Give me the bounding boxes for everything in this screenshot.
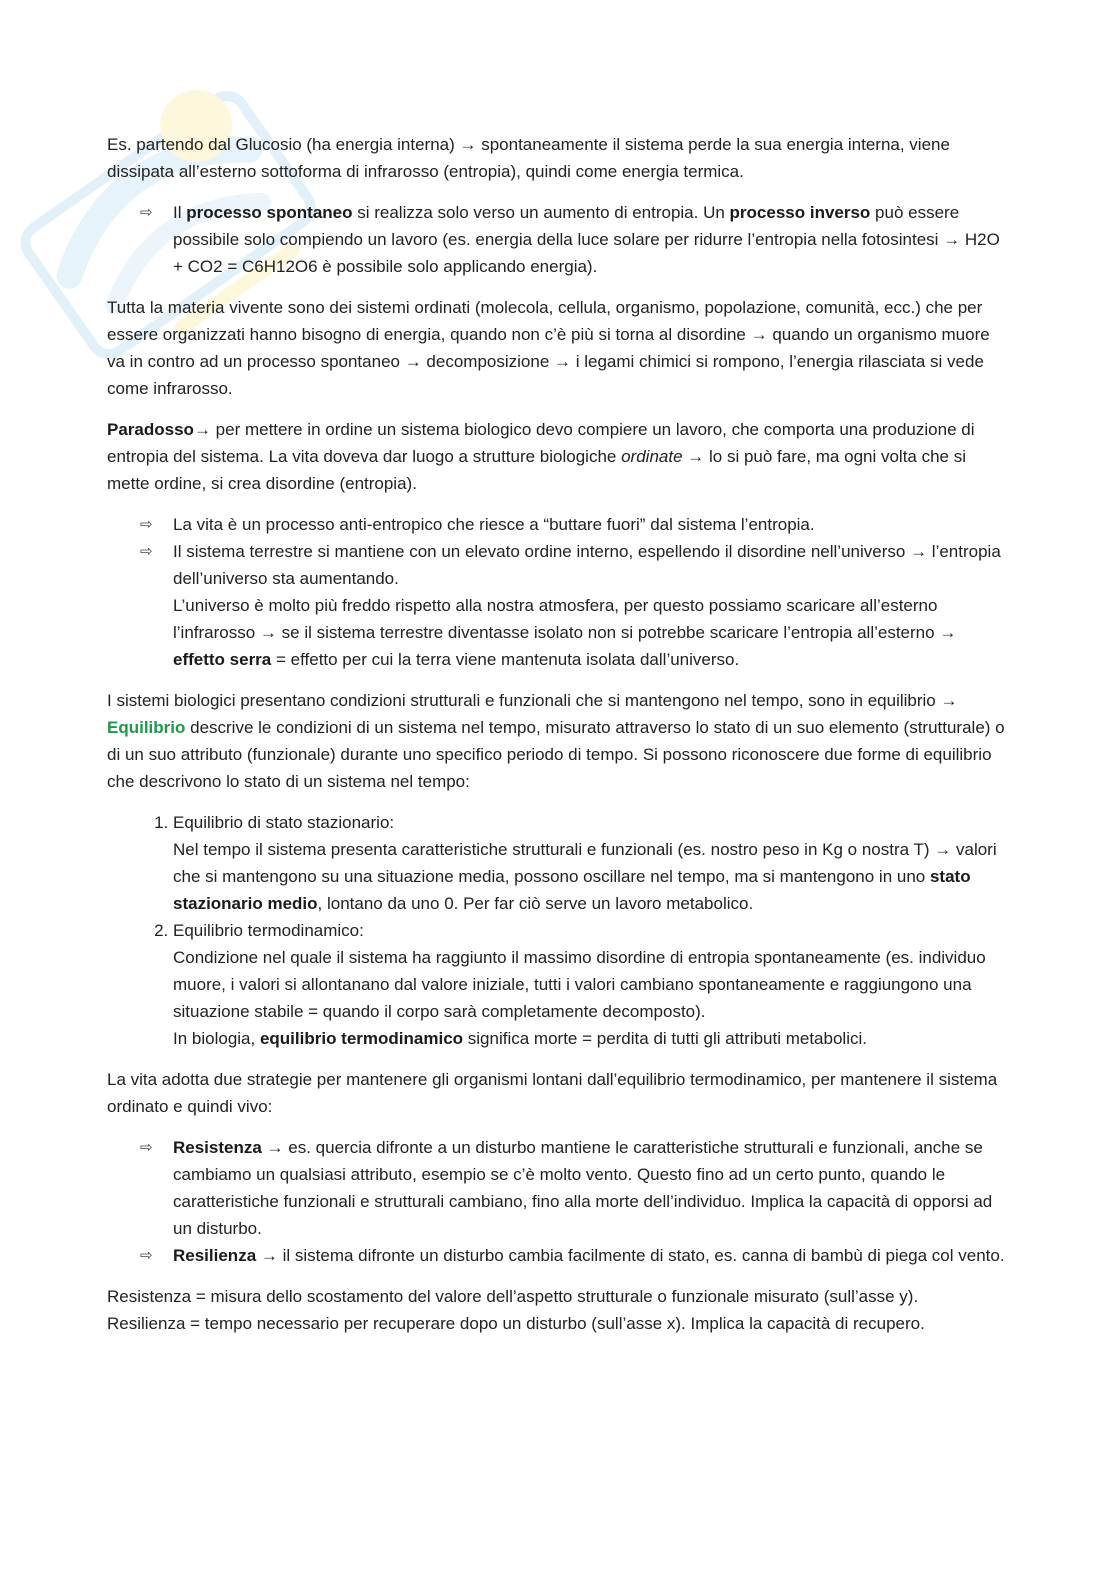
paragraph-strategie: La vita adotta due strategie per mantenere gli organismi lontani dall’equilibrio termodinamico, per mantenere il sistema ordinato e quindi vivo: — [107, 1070, 998, 1116]
paragraph-materia-vivente: Tutta la materia vivente sono dei sistemi ordinati (molecola, cellula, organismo, popolazione, comunità, ecc.) che per essere organizzati hanno bisogno di energia, quando non c’è più si torna al disordine → quando un organismo muore va in contro ad un processo spontaneo → decomposizione → i legami chimici si rompono, l’energia rilasciata si vede come infrarosso. — [107, 298, 990, 398]
arrow-list-strategie — [107, 1134, 1012, 1269]
list-item: ⇨ Resistenza → es. quercia difronte a un disturbo mantiene le caratteristiche strutturali e funzionali, anche se cambiamo un qualsiasi attributo, esempio se c’è molto vento. Questo fino ad un certo punto, quando le caratteristiche funzionali e strutturali cambiano, fino alla morte dell’individuo. Implica la capacità di opporsi ad un disturbo. — [173, 1134, 1012, 1242]
list-item: ⇨ La vita è un processo anti-entropico che riesce a “buttare fuori” dal sistema l’entropia. — [173, 511, 1012, 538]
paragraph-paradosso: Paradosso→ per mettere in ordine un sistema biologico devo compiere un lavoro, che comporta una produzione di entropia del sistema. La vita doveva dar luogo a strutture biologiche ordinate → lo si può fare, ma ogni volta che si mette ordine, si crea disordine (entropia). — [107, 420, 975, 493]
equilibrio-term: Equilibrio — [107, 718, 186, 737]
arrow-list-processo — [107, 199, 1012, 280]
list-item: ⇨ Il sistema terrestre si mantiene con un elevato ordine interno, espellendo il disordine nell’universo → l’entropia dell’universo sta aumentando. L’universo è molto più freddo rispetto alla nostra atmosfera, per questo possiamo scaricare all’esterno l’infrarosso → se il sistema terrestre diventasse isolato non si potrebbe scaricare l’entropia all’esterno → effetto serra = effetto per cui la terra viene mantenuta isolata dall’universo. — [173, 538, 1012, 673]
list-item: 1. Equilibrio di stato stazionario: Nel tempo il sistema presenta caratteristiche strutturali e funzionali (es. nostro peso in Kg o nostra T) → valori che si mantengono su una situazione media, possono oscillare nel tempo, ma si mantengono in uno stato stazionario medio, lontano da uno 0. Per far ciò serve un lavoro metabolico. — [173, 809, 1012, 917]
paragraph-resistenza-def: Resistenza = misura dello scostamento del valore dell’aspetto strutturale o funzionale misurato (sull’asse y). — [107, 1287, 919, 1306]
list-item: ⇨ Resilienza → il sistema difronte un disturbo cambia facilmente di stato, es. canna di bambù di piega col vento. — [173, 1242, 1012, 1269]
list-item: 2. Equilibrio termodinamico: Condizione nel quale il sistema ha raggiunto il massimo disordine di entropia spontaneamente (es. individuo muore, i valori si allontanano dal valore iniziale, tutti i valori cambiano spontaneamente e raggiungono una situazione stabile = quando il corpo sarà completamente decomposto). In biologia, equilibrio termodinamico significa morte = perdita di tutti gli attributi metabolici. — [173, 917, 1012, 1052]
numbered-list-equilibrio — [107, 809, 1012, 1052]
list-item: ⇨ Il processo spontaneo si realizza solo verso un aumento di entropia. Un processo inverso può essere possibile solo compiendo un lavoro (es. energia della luce solare per ridurre l’entropia nella fotosintesi → H2O + CO2 = C6H12O6 è possibile solo applicando energia). — [173, 199, 1012, 280]
document-body — [107, 131, 1012, 1351]
arrow-list-vita — [107, 511, 1012, 673]
paragraph-equilibrio: I sistemi biologici presentano condizioni strutturali e funzionali che si mantengono nel tempo, sono in equilibrio → Equilibrio descrive le condizioni di un sistema nel tempo, misurato attraverso lo stato di un suo elemento (strutturale) o di un suo attributo (funzionale) durante uno specifico periodo di tempo. Si possono riconoscere due forme di equilibrio che descrivono lo stato di un sistema nel tempo: — [107, 691, 1005, 791]
paragraph-glucosio: Es. partendo dal Glucosio (ha energia interna) → spontaneamente il sistema perde la sua energia interna, viene dissipata all’esterno sottoforma di infrarosso (entropia), quindi come energia termica. — [107, 135, 950, 181]
paragraph-resilienza-def: Resilienza = tempo necessario per recuperare dopo un disturbo (sull’asse x). Implica la capacità di recupero. — [107, 1314, 925, 1333]
